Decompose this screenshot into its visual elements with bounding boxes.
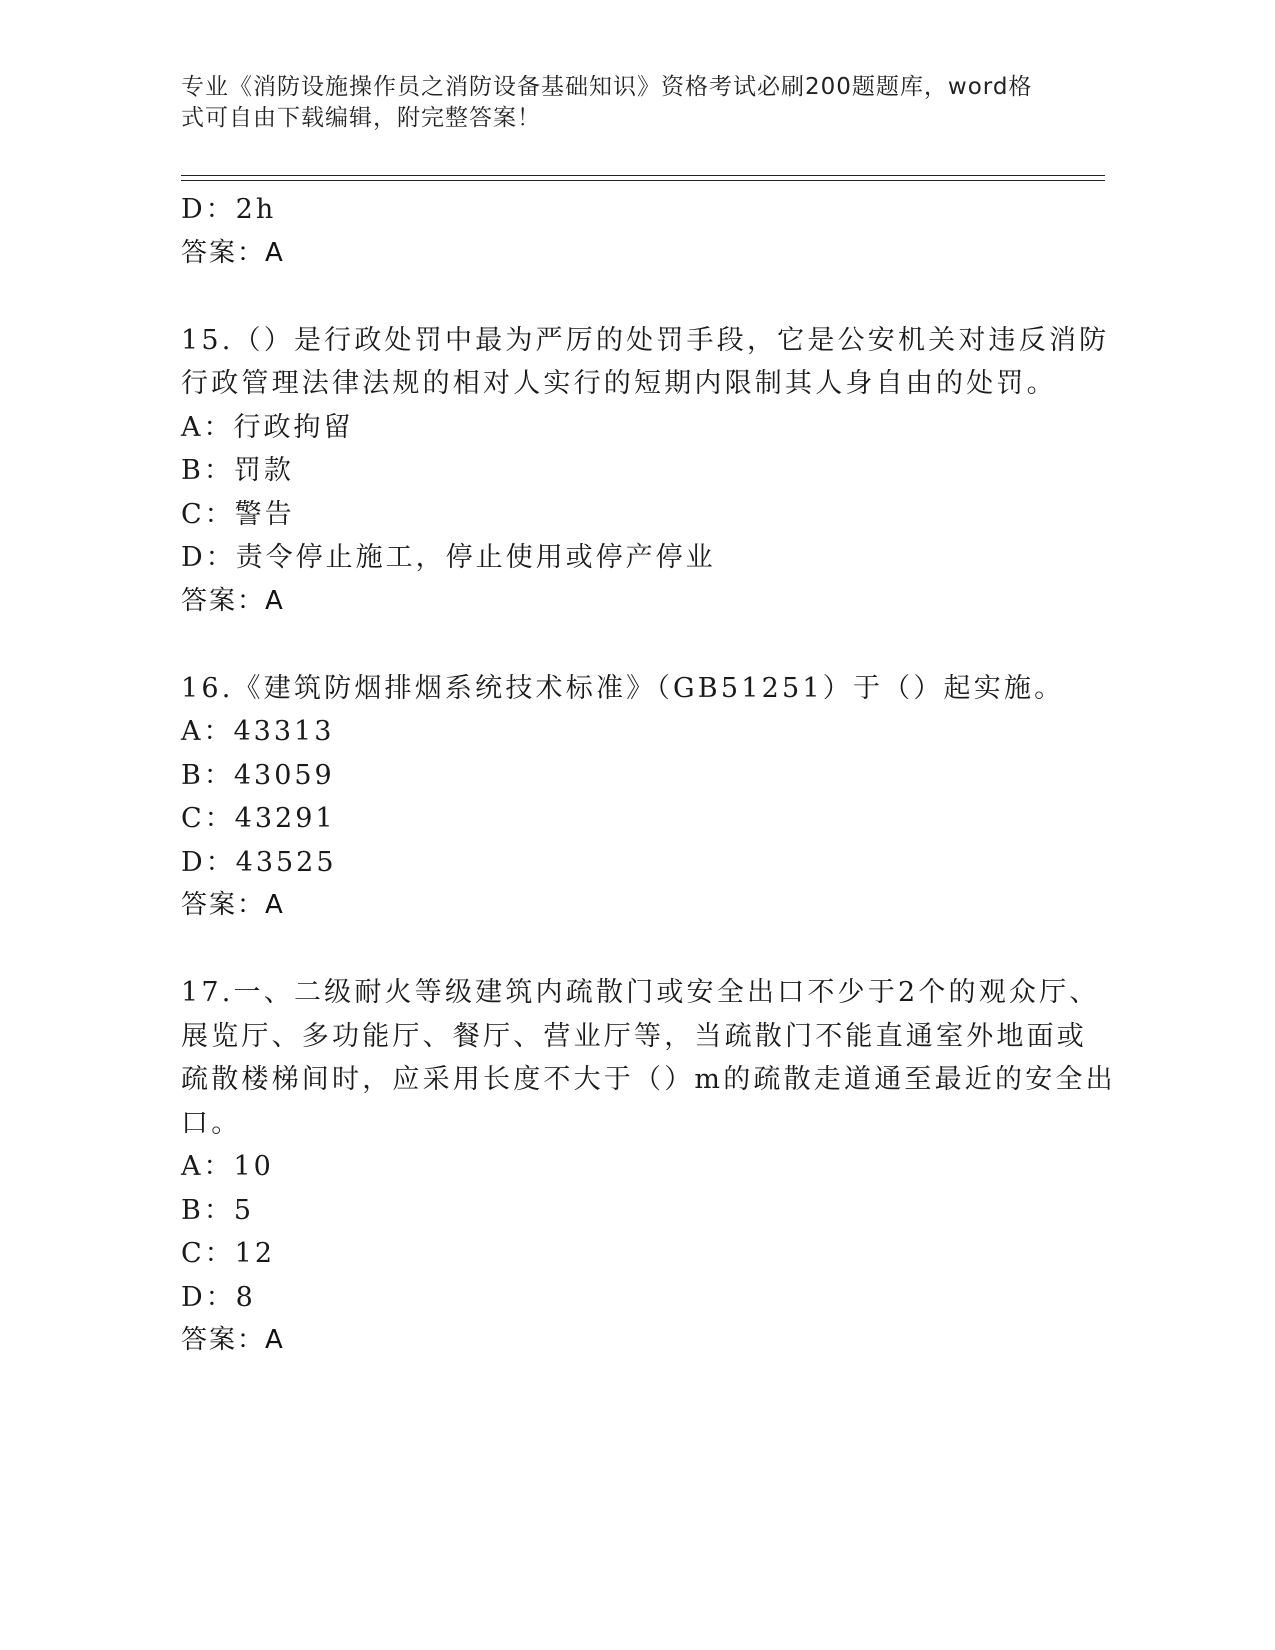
option-d: D：2h	[181, 194, 277, 225]
question-stem-line: 15.（）是行政处罚中最为严厉的处罚手段，它是公安机关对违反消防	[181, 324, 1110, 356]
question-stem-line: 行政管理法律法规的相对人实行的短期内限制其人身自由的处罚。	[181, 368, 1057, 399]
option-c: C：43291	[181, 803, 336, 834]
option-b: B：罚款	[181, 455, 294, 486]
question-stem-line: 17.一、二级耐火等级建筑内疏散门或安全出口不少于2个的观众厅、	[181, 977, 1100, 1008]
option-d: D：责令停止施工，停止使用或停产停业	[181, 542, 716, 573]
question-stem-line: 展览厅、多功能厅、餐厅、营业厅等，当疏散门不能直通室外地面或	[181, 1020, 1087, 1052]
question-16	[181, 667, 1081, 928]
document-header	[181, 72, 1061, 134]
option-a: A：行政拘留	[181, 411, 354, 443]
header-divider-top	[181, 175, 1105, 176]
option-b: B：5	[181, 1194, 255, 1226]
option-d: D：8	[181, 1281, 256, 1313]
answer-line: 答案：A	[181, 237, 285, 268]
question-15	[181, 319, 1110, 624]
question-list	[181, 188, 1116, 1363]
header-line-1: 专业《消防设施操作员之消防设备基础知识》资格考试必刷200题题库，word格	[181, 74, 1033, 100]
spacer	[181, 623, 1081, 667]
question-stem-line: 16.《建筑防烟排烟系统技术标准》（GB51251）于（）起实施。	[181, 672, 1065, 704]
spacer	[181, 928, 1081, 972]
option-b: B：43059	[181, 759, 335, 791]
answer-line: 答案：A	[181, 890, 285, 920]
option-c: C：12	[181, 1238, 276, 1269]
previous-question-fragment	[181, 188, 1081, 275]
header-line-2: 式可自由下载编辑，附完整答案！	[181, 105, 541, 131]
spacer	[181, 275, 1081, 319]
option-c: C：警告	[181, 498, 295, 530]
question-stem-line: 疏散楼梯间时，应采用长度不大于（）m的疏散走道通至最近的安全出	[181, 1064, 1116, 1095]
option-a: A：10	[181, 1151, 274, 1182]
option-d: D：43525	[181, 846, 337, 878]
answer-line: 答案：A	[181, 585, 285, 616]
question-stem-line: 口。	[181, 1107, 242, 1139]
question-17	[181, 971, 1116, 1363]
answer-line: 答案：A	[181, 1325, 285, 1355]
header-divider-bottom	[181, 180, 1105, 181]
option-a: A：43313	[181, 716, 335, 747]
